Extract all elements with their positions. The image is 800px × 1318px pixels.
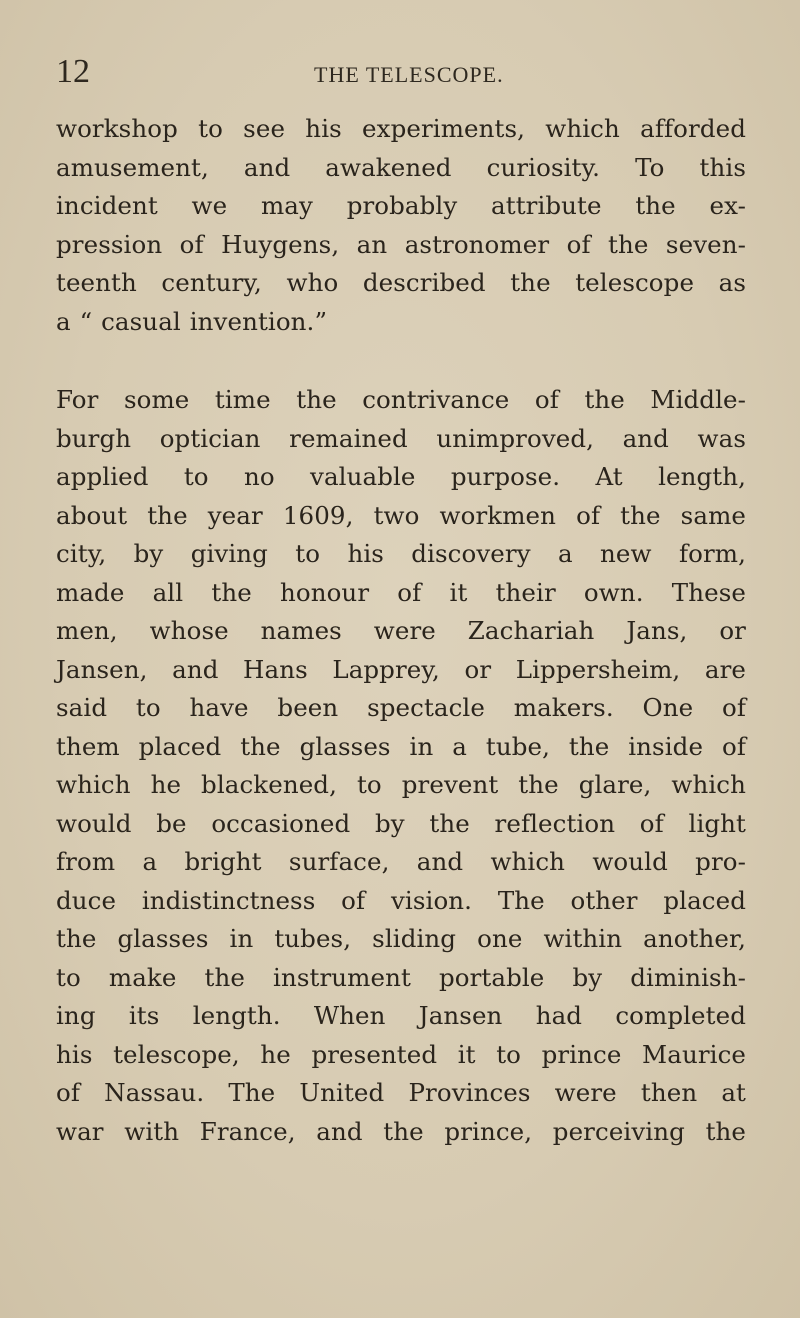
text-line: ing its length. When Jansen had completed: [56, 1001, 746, 1030]
text-line: them placed the glasses in a tube, the inside of: [56, 731, 746, 761]
paragraph-1: [56, 110, 746, 341]
text-line: the glasses in tubes, sliding one within another,: [56, 924, 746, 953]
page-number: 12: [56, 53, 90, 90]
text-line: a “ casual invention.”: [56, 306, 328, 336]
text-line: workshop to see his experiments, which afforded: [56, 114, 746, 143]
text-line: amusement, and awakened curiosity. To this: [56, 152, 746, 182]
text-line: pression of Huygens, an astronomer of the seven-: [56, 229, 746, 259]
text-line: made all the honour of it their own. These: [56, 577, 746, 607]
text-line: war with France, and the prince, perceiving the: [56, 1116, 746, 1146]
paragraph-2: [56, 381, 746, 1151]
text-line: teenth century, who described the telescope as: [56, 268, 746, 297]
text-line: from a bright surface, and which would pro-: [56, 847, 746, 876]
text-line: would be occasioned by the reflection of light: [56, 808, 746, 838]
text-line: of Nassau. The United Provinces were then at: [56, 1078, 746, 1107]
text-line: city, by giving to his discovery a new form,: [56, 539, 746, 568]
text-line: incident we may probably attribute the ex-: [56, 191, 746, 220]
text-line: applied to no valuable purpose. At length,: [56, 462, 746, 491]
text-line: said to have been spectacle makers. One of: [56, 693, 746, 722]
text-line: which he blackened, to prevent the glare, which: [56, 770, 746, 799]
text-line: his telescope, he presented it to prince Maurice: [56, 1039, 746, 1069]
running-title: THE TELESCOPE.: [314, 62, 504, 87]
body-text: [56, 110, 746, 1151]
text-line: men, whose names were Zachariah Jans, or: [56, 616, 746, 645]
text-line: duce indistinctness of vision. The other placed: [56, 885, 746, 915]
text-line: For some time the contrivance of the Middle-: [56, 385, 746, 414]
text-line: burgh optician remained unimproved, and was: [56, 423, 746, 453]
running-head: [56, 52, 756, 92]
text-line: about the year 1609, two workmen of the same: [56, 500, 746, 530]
text-line: Jansen, and Hans Lapprey, or Lippersheim, are: [56, 654, 746, 684]
text-line: to make the instrument portable by diminish-: [56, 962, 746, 992]
